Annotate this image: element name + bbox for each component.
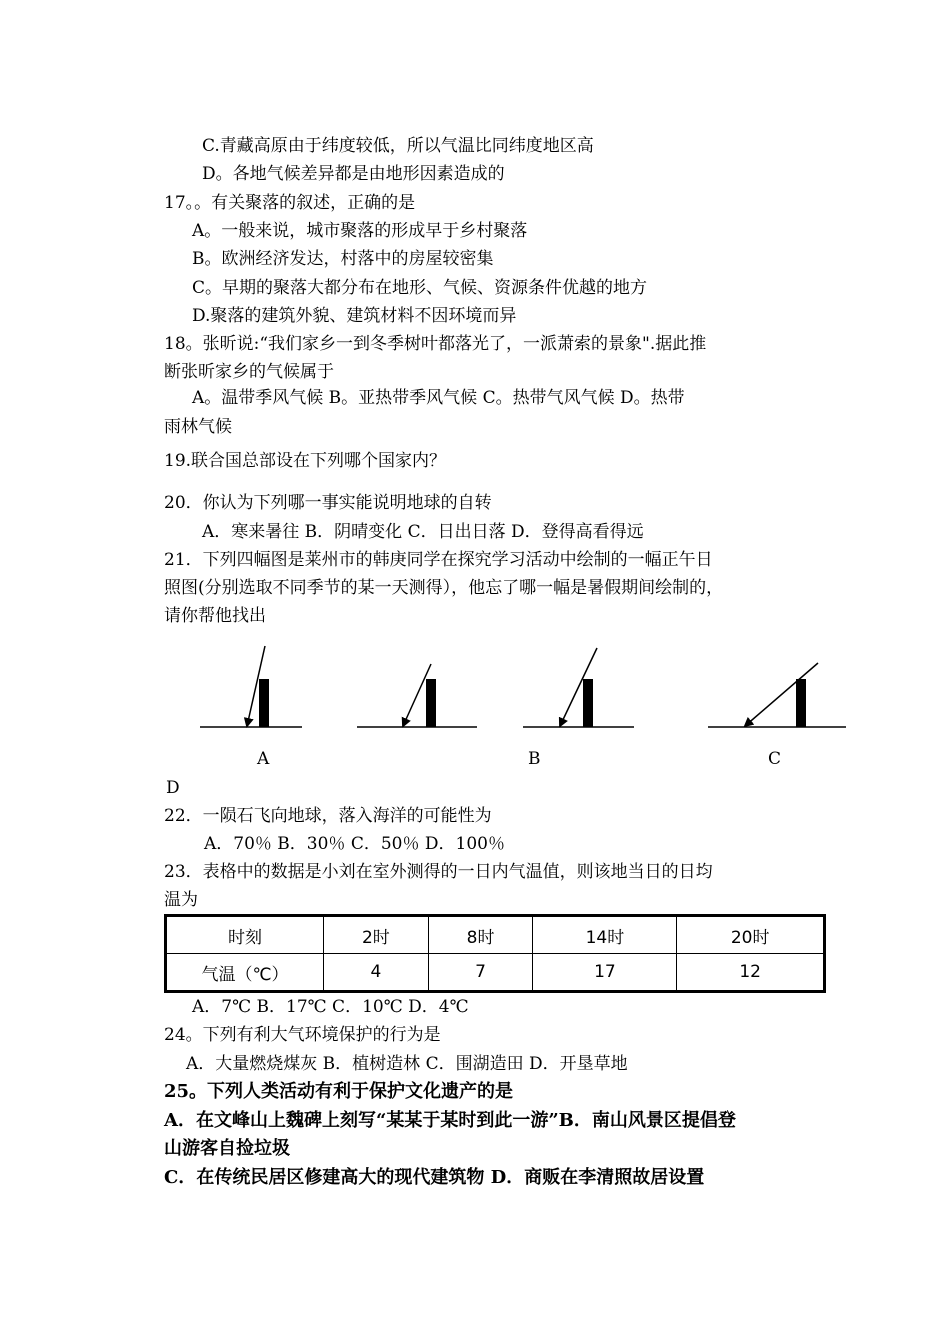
q25-question: 25。下列人类活动有利于保护文化遗产的是 <box>164 1081 514 1102</box>
q17-option-c: C。早期的聚落大都分布在地形、气候、资源条件优越的地方 <box>192 278 648 298</box>
table-cell: 20时 <box>677 916 825 954</box>
table-cell: 12 <box>677 954 825 992</box>
q20-options: A．寒来暑往 B．阴晴变化 C．日出日落 D．登得高看得远 <box>202 522 644 542</box>
table-cell: 时刻 <box>166 916 324 954</box>
q18-question-line1: 18。张昕说:“我们家乡一到冬季树叶都落光了，一派萧索的景象".据此推 <box>164 334 707 354</box>
q22-options: A．70％ B．30％ C．50％ D．100％ <box>204 834 505 854</box>
temperature-table <box>164 914 826 993</box>
q24-question: 24。下列有利大气环境保护的行为是 <box>164 1025 441 1045</box>
q16-option-d: D。各地气候差异都是由地形因素造成的 <box>202 164 505 184</box>
table-cell: 2时 <box>324 916 429 954</box>
table-cell: 7 <box>428 954 533 992</box>
q25-options-line3: C．在传统民居区修建高大的现代建筑物 D．商贩在李清照故居设置 <box>164 1167 705 1188</box>
figure-label-c: C <box>768 749 782 769</box>
q25-options-line1: A．在文峰山上魏碑上刻写“某某于某时到此一游”B．南山风景区提倡登 <box>164 1110 736 1131</box>
q16-option-c: C.青藏高原由于纬度较低，所以气温比同纬度地区高 <box>202 136 594 156</box>
figure-a <box>200 646 302 727</box>
figure-label-d: D <box>166 778 180 798</box>
table-cell: 气温（℃） <box>166 954 324 992</box>
q17-option-a: A。一般来说，城市聚落的形成早于乡村聚落 <box>192 221 528 241</box>
table-cell: 17 <box>533 954 677 992</box>
q21-question-line2: 照图(分别选取不同季节的某一天测得），他忘了哪一幅是暑假期间绘制的， <box>164 578 724 598</box>
q23-question-line1: 23．表格中的数据是小刘在室外测得的一日内气温值，则该地当日的日均 <box>164 862 713 882</box>
q24-options: A．大量燃烧煤灰 B．植树造林 C．围湖造田 D．开垦草地 <box>186 1054 628 1074</box>
figure-c <box>523 648 634 727</box>
figure-label-a: A <box>257 749 270 769</box>
figure-d <box>708 663 846 727</box>
table-cell: 4 <box>324 954 429 992</box>
q17-option-d: D.聚落的建筑外貌、建筑材料不因环境而异 <box>192 306 517 326</box>
q18-question-line2: 断张昕家乡的气候属于 <box>164 362 334 382</box>
table-row <box>166 954 825 992</box>
figure-label-b: B <box>528 749 541 769</box>
q18-options-cont: 雨林气候 <box>164 417 232 437</box>
q18-options: A。温带季风气候 B。亚热带季风气候 C。热带气风气候 D。热带 <box>192 388 685 408</box>
q20-question: 20．你认为下列哪一事实能说明地球的自转 <box>164 493 492 513</box>
table-header-row <box>166 916 825 954</box>
sun-shadow-figures <box>0 640 950 740</box>
q17-option-b: B。欧洲经济发达，村落中的房屋较密集 <box>192 249 494 269</box>
q23-options: A．7℃ B．17℃ C．10℃ D．4℃ <box>192 997 469 1017</box>
q25-options-line2: 山游客自捡垃圾 <box>164 1138 290 1159</box>
q21-question-line3: 请你帮他找出 <box>164 606 266 626</box>
q23-question-line2: 温为 <box>164 890 198 910</box>
table-cell: 14时 <box>533 916 677 954</box>
q21-question-line1: 21．下列四幅图是莱州市的韩庚同学在探究学习活动中绘制的一幅正午日 <box>164 550 713 570</box>
figure-b <box>357 664 477 727</box>
table-cell: 8时 <box>428 916 533 954</box>
q19-question: 19.联合国总部设在下列哪个国家内？ <box>164 451 447 471</box>
q22-question: 22．一陨石飞向地球，落入海洋的可能性为 <box>164 806 492 826</box>
q17-question: 17。。有关聚落的叙述，正确的是 <box>164 193 416 213</box>
